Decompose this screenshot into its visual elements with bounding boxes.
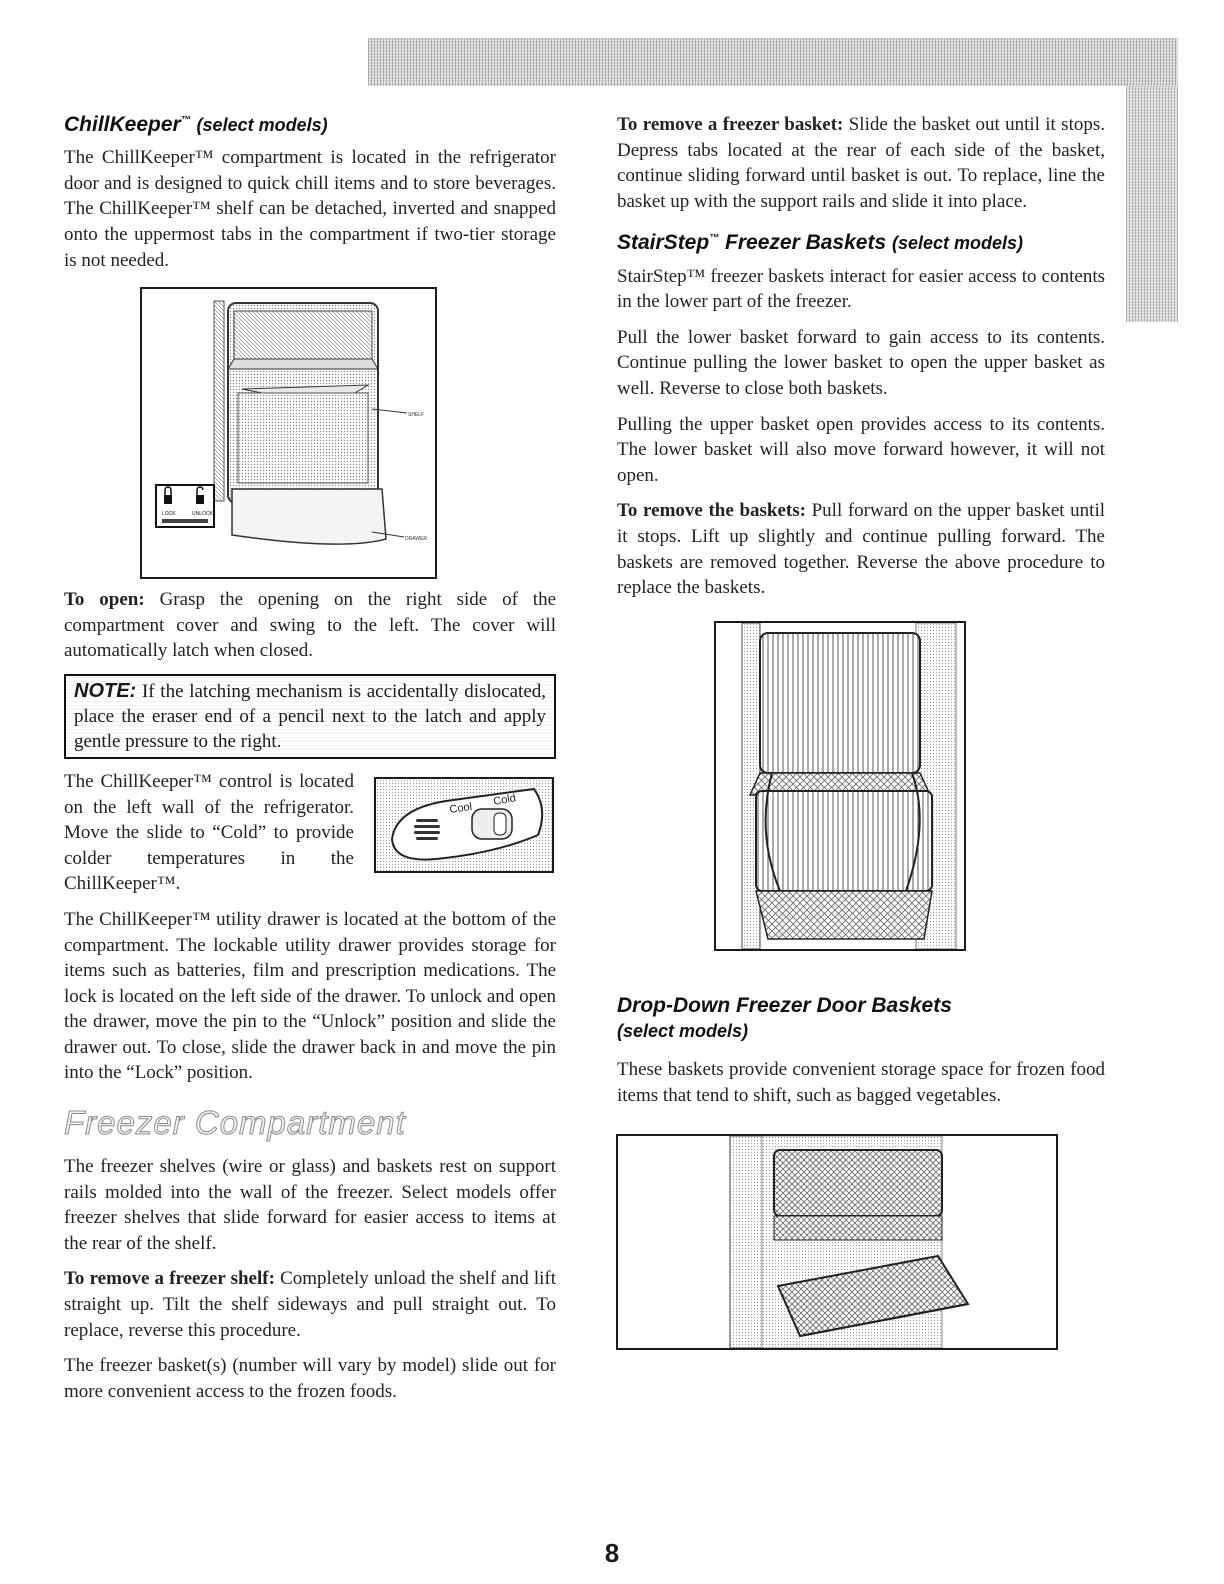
- dropdown-heading: Drop-Down Freezer Door Baskets (select models): [617, 993, 952, 1041]
- side-pattern-bar: [1126, 86, 1178, 322]
- stairstep-drawing: [716, 623, 964, 949]
- stairstep-p2: Pull the lower basket forward to gain access to its contents. Continue pulling the lower basket to open the upper basket as well. Reverse to close both baskets.: [617, 326, 1105, 399]
- chillkeeper-drawer-paragraph: The ChillKeeper™ utility drawer is located at the bottom of the compartment. The lockable utility drawer provides storage for items such as batteries, film and prescription medications. The lock is located on the left side of the drawer. To unlock and open the drawer, move the pin to the “Unlock” position and slide the drawer out. To close, slide the drawer back in and move the pin into the “Lock” position.: [64, 908, 556, 1084]
- freezer-remove-shelf-paragraph: To remove a freezer shelf: Completely unload the shelf and lift straight up. Tilt the shelf sideways and pull straight out. To replace, reverse this procedure.: [64, 1268, 557, 1341]
- stairstep-remove-paragraph: To remove the baskets: Pull forward on the upper basket until it stops. Lift up slightly and continue pulling forward. The baskets are removed together. Reverse the above procedure to replace the baskets.: [617, 500, 1105, 599]
- control-row: [64, 769, 556, 907]
- stairstep-p3: Pulling the upper basket open provides access to its contents. The lower basket will also move forward however, it will not open.: [617, 413, 1105, 486]
- chillkeeper-heading: ChillKeeper™ (select models): [64, 113, 328, 136]
- freezer-baskets-paragraph: The freezer basket(s) (number will vary by model) slide out for more convenient access to the frozen foods.: [64, 1355, 556, 1402]
- unlock-label: UNLOCK: [192, 511, 213, 518]
- cool-label: Cool: [448, 800, 473, 816]
- shelf-label: SHELF: [408, 412, 425, 419]
- stairstep-heading: StairStep™ Freezer Baskets (select models): [617, 231, 1024, 255]
- chillkeeper-intro: The ChillKeeper™ compartment is located in the refrigerator door and is designed to quick chill items and to store beverages. The ChillKeeper™ shelf can be detached, inverted and snapped onto the uppermost tabs in the compartment if two-tier storage is not needed.: [64, 147, 556, 271]
- lock-label: LOCK: [162, 511, 176, 518]
- dropdown-paragraph: These baskets provide convenient storage space for frozen food items that tend to shift, such as bagged vegetables.: [617, 1059, 1105, 1106]
- control-slider-illustration: [374, 777, 554, 873]
- left-column: [64, 112, 556, 1414]
- control-paragraph: The ChillKeeper™ control is located on the left wall of the refrigerator. Move the slide to “Cold” to provide colder temperatures in the ChillKeeper™.: [64, 770, 354, 895]
- header-pattern-bar: [368, 38, 1178, 86]
- freezer-remove-basket-paragraph: To remove a freezer basket: Slide the basket out until it stops. Depress tabs located at the rear of each side of the basket, continue sliding forward until basket is out. To replace, line the basket up with the support rails and slide it into place.: [617, 114, 1105, 212]
- freezer-intro: The freezer shelves (wire or glass) and baskets rest on support rails molded into the wall of the freezer. Select models offer freezer shelves that slide forward for easier access to items at the rear of the shelf.: [64, 1156, 556, 1254]
- dropdown-baskets-illustration: [616, 1134, 1058, 1350]
- lock-icon: [164, 495, 172, 504]
- stairstep-baskets-illustration: [714, 621, 966, 951]
- stairstep-p1: StairStep™ freezer baskets interact for easier access to contents in the lower part of the freezer.: [617, 265, 1105, 313]
- chillkeeper-open-paragraph: To open: Grasp the opening on the right side of the compartment cover and swing to the left. The cover will automatically latch when closed.: [64, 589, 557, 662]
- right-column: [617, 112, 1105, 1350]
- chillkeeper-drawing: [142, 289, 435, 577]
- control-slider-drawing: [376, 779, 552, 871]
- page-number: 8: [604, 1538, 620, 1568]
- unlock-icon: [196, 495, 204, 504]
- chillkeeper-illustration: [140, 287, 437, 579]
- note-text: If the latching mechanism is accidentally dislocated, place the eraser end of a pencil next to the latch and apply gentle pressure to the right.: [74, 680, 547, 752]
- cold-label: Cold: [492, 792, 517, 808]
- dropdown-drawing: [618, 1136, 1056, 1348]
- freezer-section-title: Freezer Compartment: [64, 1104, 406, 1142]
- note-label: NOTE:: [74, 679, 137, 702]
- note-box: [64, 674, 556, 759]
- drawer-label: DRAWER: [405, 536, 428, 543]
